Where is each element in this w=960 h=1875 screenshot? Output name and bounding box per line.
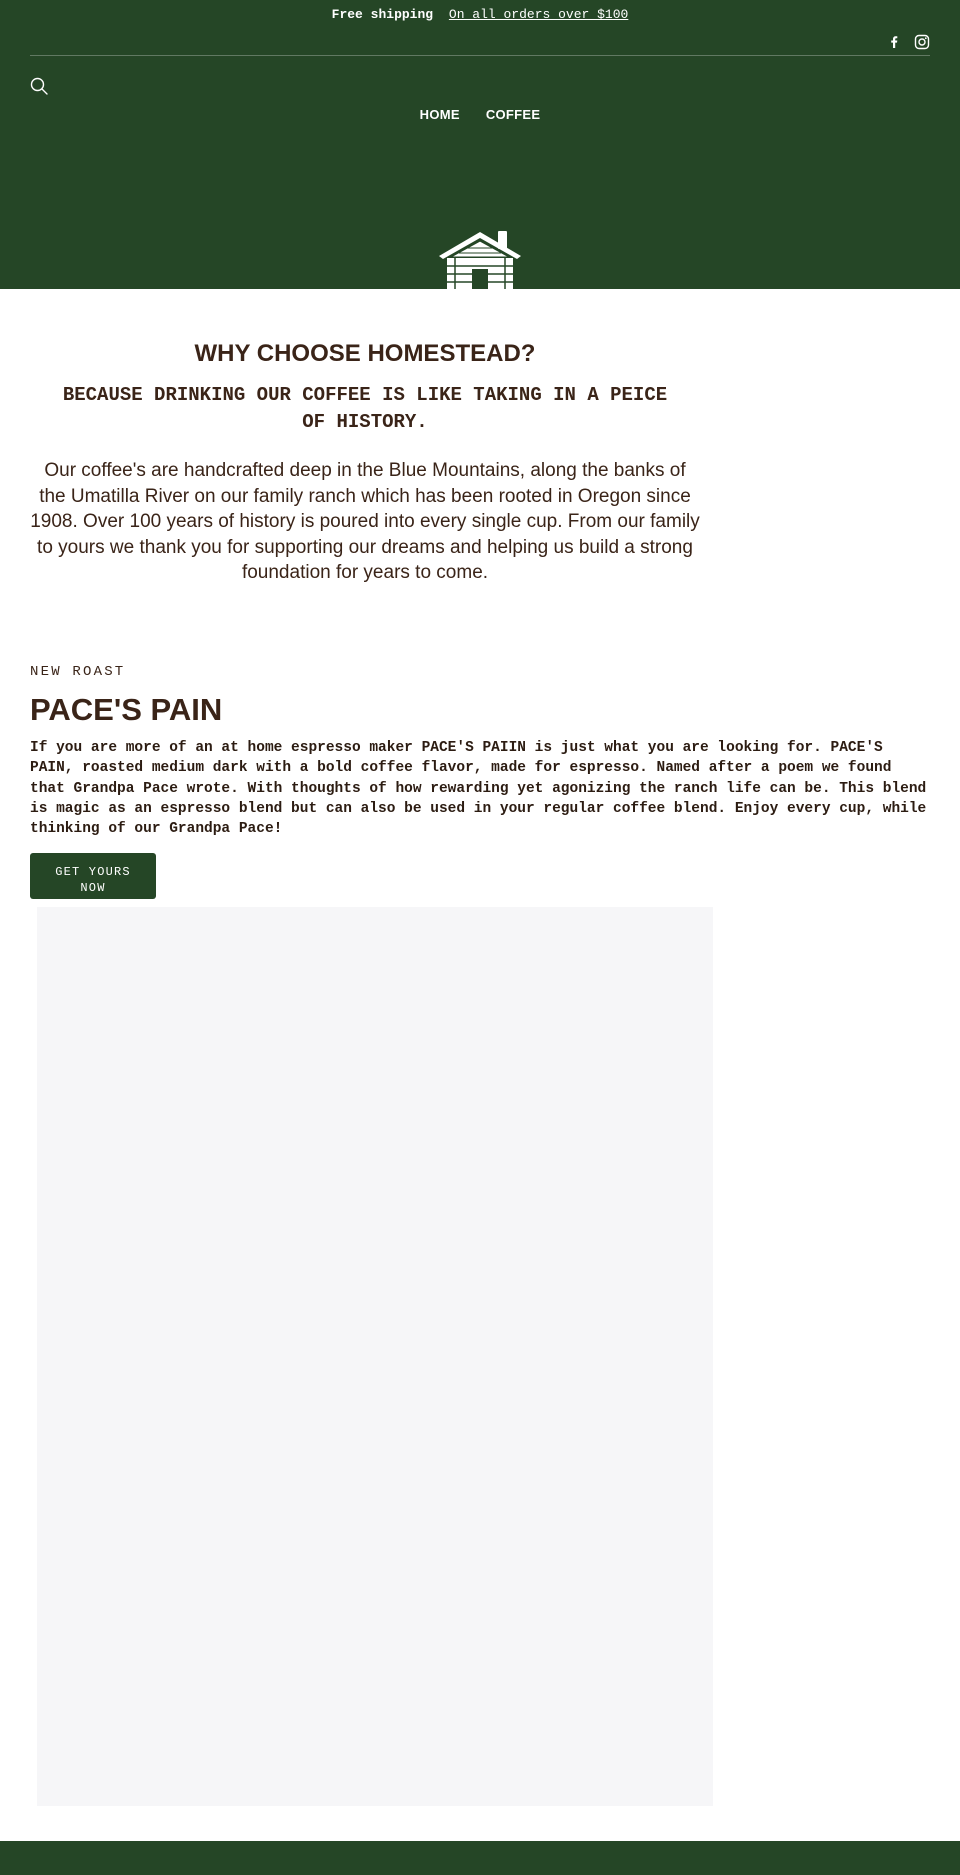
facebook-icon[interactable] <box>886 34 902 50</box>
why-body: Our coffee's are handcrafted deep in the Blue Mountains, along the banks of the Umatilla River on our family ranch which has been rooted in Oregon since 1908. Over 100 years of history is poured into every single cup. From our family to yours we thank you for supporting our dreams and helping us build a strong foundation for years to come. <box>30 460 700 583</box>
announcement-link[interactable]: On all orders over $100 <box>448 7 629 22</box>
social-links <box>886 34 930 50</box>
product-image-placeholder <box>37 907 713 1806</box>
why-choose-section <box>30 340 700 586</box>
nav-home[interactable]: HOME <box>419 107 460 122</box>
instagram-icon[interactable] <box>914 34 930 50</box>
site-footer <box>0 1841 960 1875</box>
new-roast-section <box>30 664 930 899</box>
site-header <box>0 0 960 289</box>
get-yours-now-button[interactable] <box>30 853 156 899</box>
why-subtitle: BECAUSE DRINKING OUR COFFEE IS LIKE TAKING IN A PEICE OF HISTORY. <box>62 384 668 433</box>
why-title: WHY CHOOSE HOMESTEAD? <box>194 340 536 367</box>
main-nav <box>0 107 960 122</box>
roast-title: PACE'S PAIN <box>30 692 223 727</box>
roast-description: If you are more of an at home espresso maker PACE'S PAIIN is just what you are looking for. PACE'S PAIN, roasted medium dark with a bold coffee flavor, made for espresso. Named after a poem we found that Grandpa Pace wrote. With thoughts of how rewarding yet agonizing the ranch life can be. This blend is magic as an espresso blend but can also be used in your regular coffee blend. Enjoy every cup, while thinking of our Grandpa Pace! <box>30 740 927 838</box>
cta-line-1: GET YOURS <box>55 864 131 879</box>
header-divider <box>30 55 930 56</box>
nav-coffee[interactable]: COFFEE <box>485 107 541 122</box>
announcement-bar <box>0 7 960 22</box>
cabin-logo-icon[interactable] <box>437 229 523 289</box>
roast-eyebrow: NEW ROAST <box>30 664 126 680</box>
announcement-text: Free shipping <box>331 7 434 22</box>
search-icon[interactable] <box>30 77 48 95</box>
cta-line-2: NOW <box>80 880 106 895</box>
